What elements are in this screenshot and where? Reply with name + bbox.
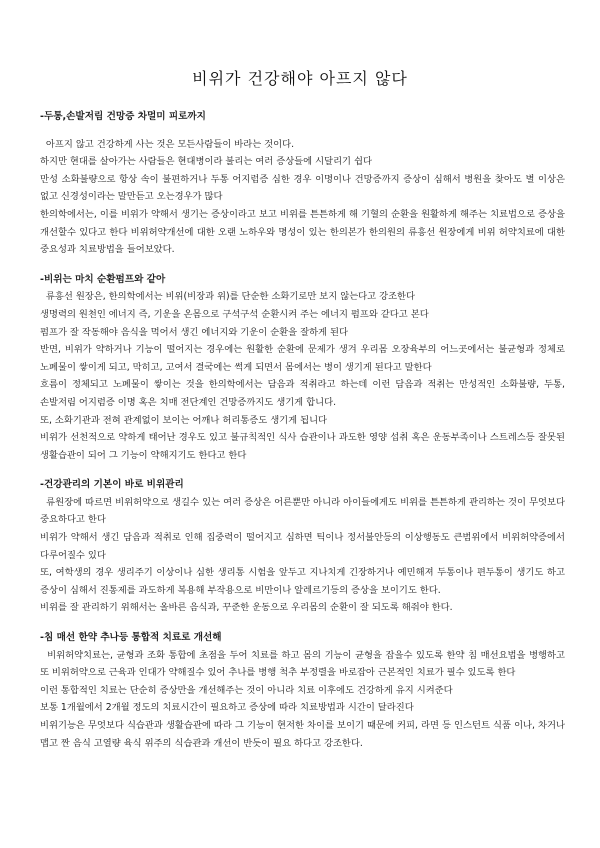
section-heading: -두통,손발저림 건망증 차멀미 피로까지 xyxy=(40,111,206,122)
paragraph: 비위허약치료는, 균형과 조화 통합에 초점을 두어 치료를 하고 몸의 기능이 균형을 잡을수 있도록 한약 침 매선요법을 병행하고 또 비위허약으로 근육과 인대가 약해질수 있어 추나를 병행 척추 부정렬을 바로잡아 근본적인 치료가 필수 있도록 한다 xyxy=(40,649,568,679)
paragraph: 반면, 비위가 약하거나 기능이 떨어지는 경우에는 원활한 순환에 문제가 생겨 우리몸 오장육부의 어느곳에서는 불균형과 정체로 노폐물이 쌓이게 되고, 막히고, 고여서 결국에는 썩게 되면서 몸에서는 병이 생기게 된다고 말한다 xyxy=(40,344,565,373)
section-2 xyxy=(40,271,565,465)
section-heading: -건강관리의 기본이 바로 비위관리 xyxy=(40,479,184,491)
section-1 xyxy=(40,108,565,259)
paragraph: 류원장에 따르면 비위허약으로 생길수 있는 여러 증상은 어른뿐만 아니라 아이들에게도 비위를 튼튼하게 관리하는 것이 무엇보다 중요하다고 한다 xyxy=(40,496,568,526)
paragraph: 보통 1개월에서 2개월 정도의 치료시간이 필요하고 증상에 따라 치료방법과 시간이 달라진다 xyxy=(40,702,414,714)
paragraph: 류흥선 원장은, 한의학에서는 비위(비장과 위)를 단순한 소화기로만 보지 않는다고 강조한다 xyxy=(40,291,416,303)
section-heading: -비위는 마치 순환펌프와 같아 xyxy=(40,273,166,285)
paragraph: 하지만 현대를 살아가는 사람들은 현대병이라 불리는 여러 증상들에 시달리기 쉽다 xyxy=(40,156,372,168)
section-heading: -침 매선 한약 추나등 통합적 치료로 개선해 xyxy=(40,632,222,644)
article-body xyxy=(40,108,568,752)
paragraph: 또, 여학생의 경우 생리주기 이상이나 심한 생리통 시험을 앞두고 지나치게 긴장하거나 예민해져 두통이나 편두통이 생기도 하고 증상이 심해서 진통제를 과도하게 복용해 부작용으로 비만이나 알레르기등의 증상을 보이기도 한다. xyxy=(40,567,565,596)
paragraph: 만성 소화불량으로 항상 속이 불편하거나 두통 어지럼증 심한 경우 이명이나 건망증까지 증상이 심해서 병원을 찾아도 별 이상은 없고 신경성이라는 말만듣고 오는경우가 많다 xyxy=(40,173,565,203)
paragraph: 또, 소화기관과 전혀 관계없이 보이는 어깨나 허리통증도 생기게 됩니다 xyxy=(40,414,328,426)
section-3 xyxy=(40,476,568,617)
paragraph: 한의학에서는, 이를 비위가 약해서 생기는 증상이라고 보고 비위를 튼튼하게 해 기혈의 순환을 원활하게 해주는 치료법으로 증상을 개선할수 있다고 한다 비위허약개선에 대한 오랜 노하우와 명성이 있는 한의본가 한의원의 류흥선 원장에게 비위 허약치료에 대한 중요성과 치료방법을 들어보았다. xyxy=(40,208,565,256)
paragraph: 비위를 잘 관리하기 위해서는 올바른 음식과, 꾸준한 운동으로 우리몸의 순환이 잘 되도록 해줘야 한다. xyxy=(40,602,453,614)
paragraph: 비위기능은 무엇보다 식습관과 생활습관에 따라 그 기능이 현저한 차이를 보이기 때문에 커피, 라면 등 인스턴트 식품 이나, 차거나 맵고 짠 음식 고열량 육식 위주의 식습관과 개선이 반듯이 필요 하다고 강조한다. xyxy=(40,720,565,749)
paragraph: 흐름이 정체되고 노폐물이 쌓이는 것을 한의학에서는 담음과 적취라고 하는데 이런 담음과 적취는 만성적인 소화불량, 두통, 손발저림 어지럼증 이명 혹은 치매 전단계인 건망증까지도 생기게 합니다. xyxy=(40,379,565,408)
paragraph: 이런 통합적인 치료는 단순히 증상만을 개선해주는 것이 아니라 치료 이후에도 건강하게 유지 시켜준다 xyxy=(40,684,453,696)
document-title: 비위가 건강해야 아프지 않다 xyxy=(192,69,408,88)
paragraph: 비위가 약해서 생긴 담음과 적취로 인해 집중력이 떨어지고 심하면 틱이나 정서불안등의 이상행동도 큰범위에서 비위허약증에서 다루어질수 있다 xyxy=(40,532,565,561)
paragraph: 생명력의 원천인 에너지 즉, 기운을 온몸으로 구석구석 순환시켜 주는 에너지 펌프와 같다고 본다 xyxy=(40,308,429,320)
section-4 xyxy=(40,629,568,752)
paragraph: 비위가 선천적으로 약하게 태어난 경우도 있고 불규칙적인 식사 습관이나 과도한 영양 섭취 혹은 운동부족이나 스트레스등 잘못된 생활습관이 되어 그 기능이 약해지기도 한다고 한다 xyxy=(40,432,565,461)
paragraph: 펌프가 잘 작동해야 음식을 먹어서 생긴 에너지와 기운이 순환을 잘하게 된다 xyxy=(40,326,348,338)
paragraph: 아프지 않고 건강하게 사는 것은 모든사람들이 바라는 것이다. xyxy=(40,138,295,150)
